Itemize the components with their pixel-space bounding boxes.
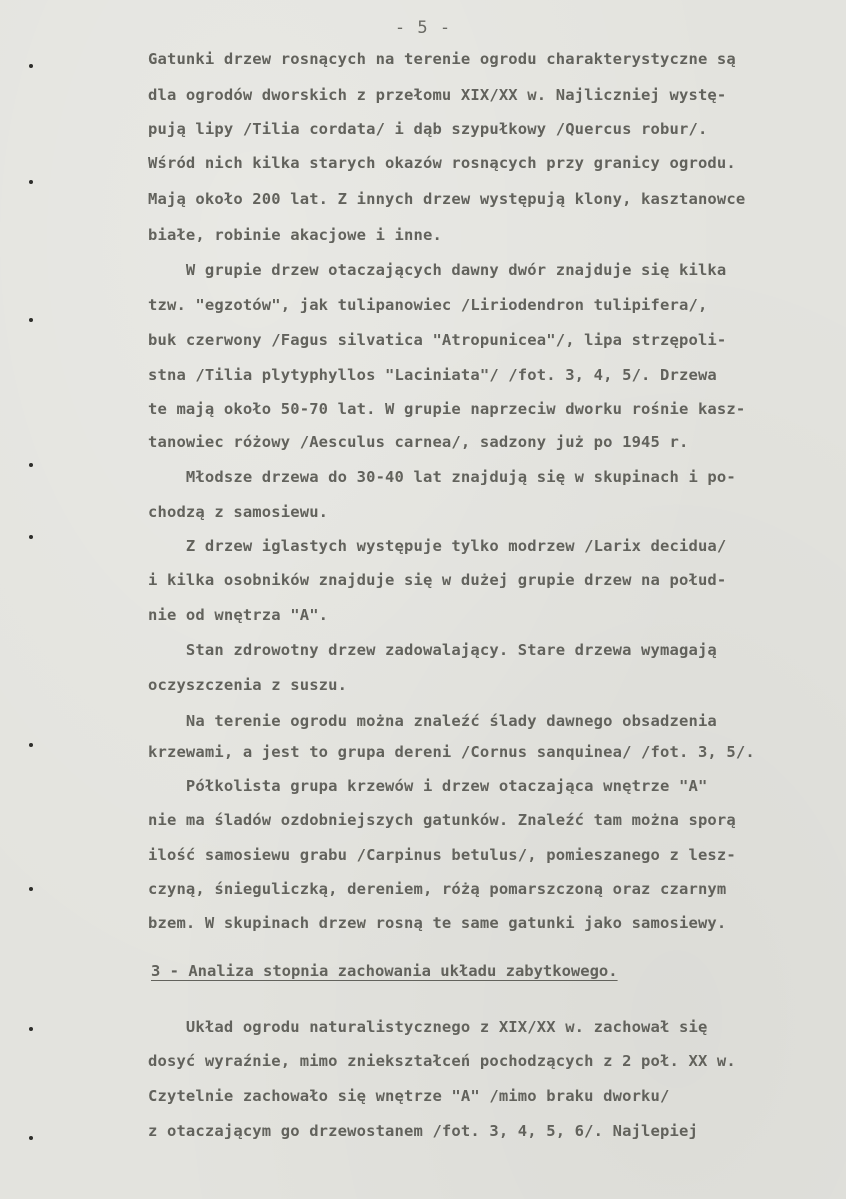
- text-line: Układ ogrodu naturalistycznego z XIX/XX w. zachował się: [148, 1018, 708, 1036]
- text-line: Czytelnie zachowało się wnętrze "A" /mimo braku dworku/: [148, 1087, 670, 1105]
- text-line: białe, robinie akacjowe i inne.: [148, 226, 442, 244]
- binding-hole-mark: [29, 463, 33, 467]
- text-line: nie od wnętrza "A".: [148, 606, 329, 624]
- text-line: i kilka osobników znajduje się w dużej grupie drzew na połud-: [148, 571, 727, 589]
- text-line: chodzą z samosiewu.: [148, 503, 329, 521]
- text-line: buk czerwony /Fagus silvatica "Atropunicea"/, lipa strzępoli-: [148, 331, 727, 349]
- text-line: nie ma śladów ozdobniejszych gatunków. Znaleźć tam można sporą: [148, 811, 736, 829]
- text-line: Z drzew iglastych występuje tylko modrzew /Larix decidua/: [148, 537, 727, 555]
- text-line: W grupie drzew otaczających dawny dwór znajduje się kilka: [148, 261, 727, 279]
- text-line: tanowiec różowy /Aesculus carnea/, sadzony już po 1945 r.: [148, 433, 689, 451]
- text-line: czyną, śnieguliczką, dereniem, różą pomarszczoną oraz czarnym: [148, 880, 727, 898]
- text-line: z otaczającym go drzewostanem /fot. 3, 4, 5, 6/. Najlepiej: [148, 1122, 698, 1140]
- text-line: stna /Tilia plytyphyllos "Laciniata"/ /fot. 3, 4, 5/. Drzewa: [148, 366, 717, 384]
- text-line: pują lipy /Tilia cordata/ i dąb szypułkowy /Quercus robur/.: [148, 120, 708, 138]
- text-line: dosyć wyraźnie, mimo zniekształceń pochodzących z 2 poł. XX w.: [148, 1052, 736, 1070]
- section-heading: 3 - Analiza stopnia zachowania układu zabytkowego.: [151, 962, 618, 980]
- binding-hole-mark: [29, 1136, 33, 1140]
- text-line: tzw. "egzotów", jak tulipanowiec /Liriodendron tulipifera/,: [148, 296, 708, 314]
- text-line: krzewami, a jest to grupa dereni /Cornus sanquinea/ /fot. 3, 5/.: [148, 743, 755, 761]
- text-line: bzem. W skupinach drzew rosną te same gatunki jako samosiewy.: [148, 914, 727, 932]
- text-line: Gatunki drzew rosnących na terenie ogrodu charakterystyczne są: [148, 50, 736, 68]
- binding-hole-mark: [29, 318, 33, 322]
- text-line: Stan zdrowotny drzew zadowalający. Stare drzewa wymagają: [148, 641, 717, 659]
- page-number: - 5 -: [394, 18, 452, 38]
- text-line: Mają około 200 lat. Z innych drzew występują klony, kasztanowce: [148, 190, 746, 208]
- text-line: dla ogrodów dworskich z przełomu XIX/XX w. Najliczniej wystę-: [148, 86, 727, 104]
- text-line: Półkolista grupa krzewów i drzew otaczająca wnętrze "A": [148, 777, 708, 795]
- text-line: te mają około 50-70 lat. W grupie naprzeciw dworku rośnie kasz-: [148, 400, 746, 418]
- text-line: ilość samosiewu grabu /Carpinus betulus/, pomieszanego z lesz-: [148, 846, 736, 864]
- binding-hole-mark: [29, 180, 33, 184]
- binding-hole-mark: [29, 887, 33, 891]
- binding-hole-mark: [29, 1027, 33, 1031]
- text-line: oczyszczenia z suszu.: [148, 676, 348, 694]
- text-line: Młodsze drzewa do 30-40 lat znajdują się w skupinach i po-: [148, 468, 736, 486]
- text-line: Wśród nich kilka starych okazów rosnących przy granicy ogrodu.: [148, 154, 736, 172]
- text-line: Na terenie ogrodu można znaleźć ślady dawnego obsadzenia: [148, 712, 717, 730]
- binding-hole-mark: [29, 64, 33, 68]
- binding-hole-mark: [29, 535, 33, 539]
- binding-hole-mark: [29, 743, 33, 747]
